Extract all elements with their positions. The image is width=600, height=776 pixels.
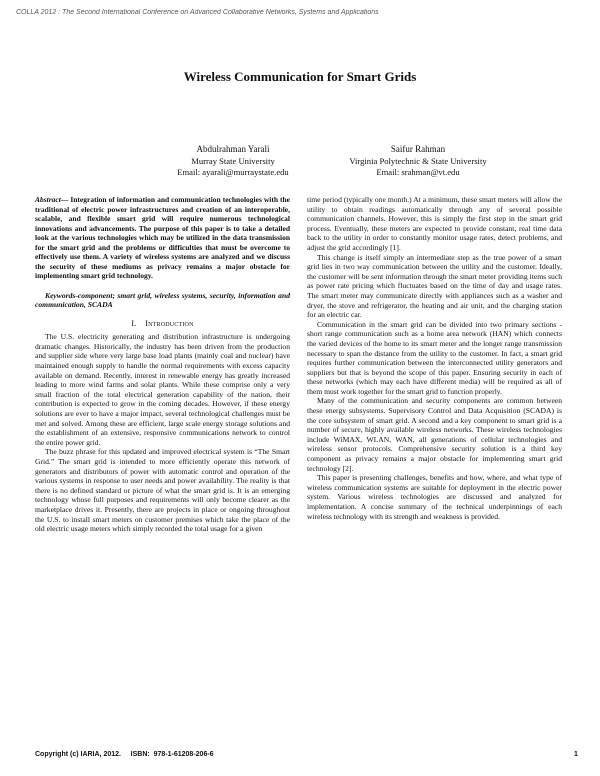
keywords: Keywords-component; smart grid, wireless systems, security, information and communication, SCADA <box>35 290 290 310</box>
author-affiliation: Virginia Polytechnic & State University <box>349 155 487 166</box>
section-number: I. <box>131 318 137 328</box>
author-name: Abdulrahman Yarali <box>196 144 270 154</box>
author-email: Email: srahman@vt.edu <box>376 167 460 177</box>
page-number: 1 <box>574 751 578 758</box>
abstract <box>35 195 290 281</box>
paragraph: This change is itself simply an intermediate step as the true power of a smart grid lies in two way communication between the utility and the customer. Ideally, the customer will be sent information through the smart meter providing items such as power rate pricing which fluctuates based on the time of day and usage rates. The smart meter may communicate directly with appliances such as a washer and dryer, the stove and refrigerator, the heating and air unit, and the charging station for an electric car. <box>307 252 562 320</box>
author-block-2 <box>308 144 528 179</box>
abstract-label: Abstract— <box>35 195 69 204</box>
paragraph: This paper is presenting challenges, benefits and how, where, and what type of wireless communication systems are suitable for deployment in the electric power system. Various wireless technologies are discussed and analyzed for implementation. A concise summary of the technical underpinnings of each wireless technology with its strength and weakness is provided. <box>307 473 562 521</box>
right-column <box>307 195 562 521</box>
section-heading <box>35 319 290 329</box>
author-affiliation: Murray State University <box>191 155 275 166</box>
paper-title: Wireless Communication for Smart Grids <box>183 69 417 84</box>
author-name: Saifur Rahman <box>390 144 446 154</box>
section-title: Introduction <box>145 318 194 328</box>
footer-copyright: Copyright (c) IARIA, 2012. ISBN: 978-1-61208-206-6 <box>35 751 214 758</box>
paragraph: Many of the communication and security components are common between these energy subsystems. Supervisory Control and Data Acquisition (SCADA) is the core subsystem of smart grid. A second and a key component to smart grid is a number of secure, highly available wireless networks. These wireless technologies include WiMAX, WLAN, WAN, all generations of cellular technologies and wireless sensor protocols. Comprehensive security solution is a third key component as privacy remains a major obstacle for implementing smart grid technology [2]. <box>307 396 562 473</box>
paragraph: The buzz phrase for this updated and improved electrical system is “The Smart Grid.” The smart grid is intended to more efficiently operate this network of generators and distributors of power with automatic control and operation of the various systems in response to user needs and power availability. The reality is that there is no defined standard or picture of what the smart grid is. It is an emerging technology whose full purposes and requirements will only become clearer as the marketplace drives it. Presently, there are projects in place or ongoing throughout the U.S. to install smart meters on customer premises which take the place of the old electric usage meters which simply recorded the total usage for a given <box>35 447 290 534</box>
paragraph: The U.S. electricity generating and distribution infrastructure is undergoing dramatic changes. Historically, the industry has been driven from the production and supplier side where very large base load plants (mainly coal and nuclear) have maintained enough supply to handle the normal requirements with excess capacity available on demand. Recently, interest in renewable energy has greatly increased leading to more wind farms and solar plants. While these comprise only a very small fraction of the total electrical generation capability of the nation, their contribution is expected to grow in the coming decades. However, if these energy solutions are ever to have a major impact, several technological challenges must be met and solved. Among these are efficient, large scale energy storage solutions and the establishment of an extensive, responsive communications network to control the entire power grid. <box>35 332 290 447</box>
running-header: COLLA 2012 : The Second International Conference on Advanced Collaborative Networks, Systems and Applications <box>16 9 379 16</box>
abstract-text: Integration of information and communication technologies with the traditional of electric power infrastructures and creation of an interoperable, scalable, and flexible smart grid will require numerous technological innovations and advancements. The purpose of this paper is to take a detailed look at the various technologies which may be utilized in the data transmission for the smart grid and the problems or difficulties that must be overcome to effectively use them. A variety of wireless systems are analyzed and we discuss the security of these mediums as privacy remains a major obstacle for implementing smart grid technology. <box>35 195 290 280</box>
paragraph-continued: time period (typically one month.) At a minimum, these smart meters will allow the utility to obtain readings automatically through any of several possible communication channels. However, this is simply the first step in the smart grid process. Eventually, these meters are expected to provide constant, real time data back to the utility in order to constantly monitor usage rates, detect problems, and adjust the grid accordingly [1]. <box>307 195 562 252</box>
paragraph: Communication in the smart grid can be divided into two primary sections - short range communication such as a home area network (HAN) which connects the varied devices of the home to its smart meter and the longer range transmission necessary to span the distance from the utility to the customer. In fact, a smart grid requires further communication between the interconnected utility generators and suppliers but that is beyond the scope of this paper. Ensuring security in each of these networks (which may each have different media) will be required as all of them must work together for the smart grid to function properly. <box>307 319 562 396</box>
author-email: Email: ayarali@murraystate.edu <box>177 167 289 177</box>
left-column <box>35 195 290 534</box>
